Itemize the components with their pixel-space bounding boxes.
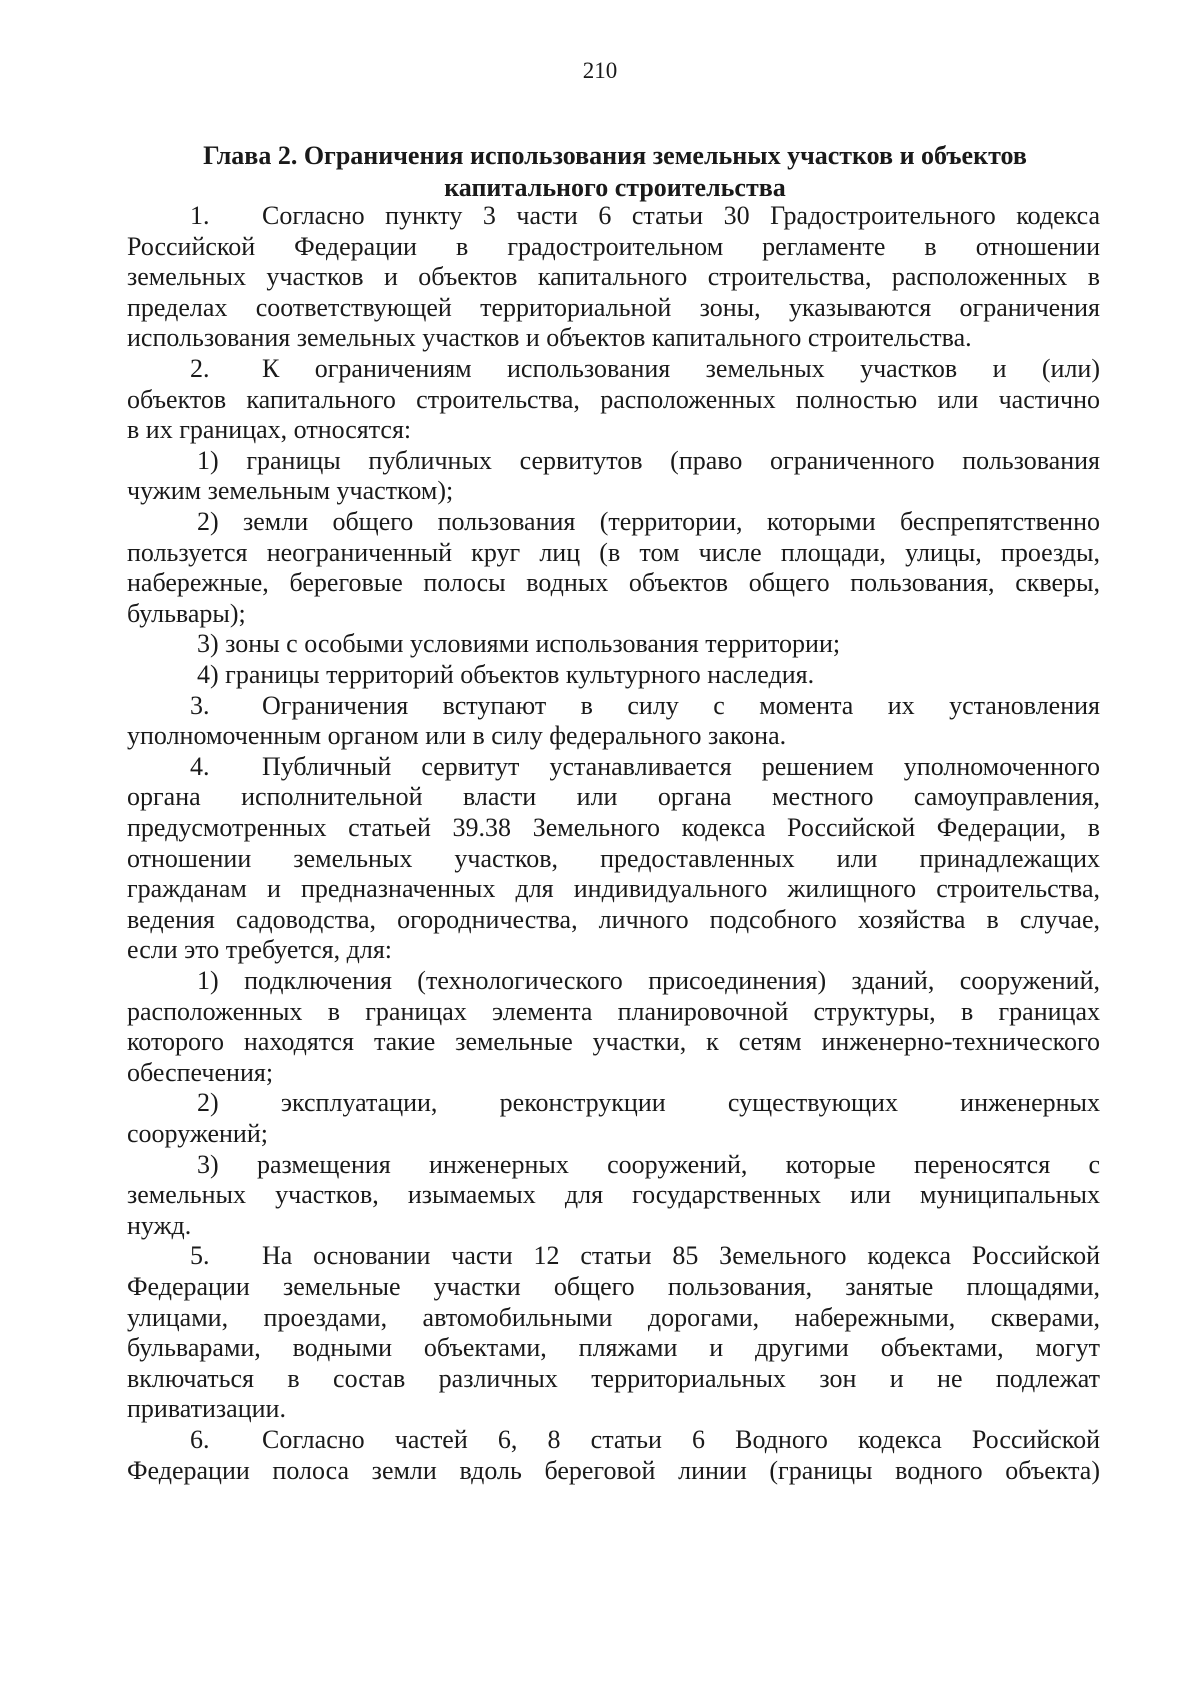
text-line: использования земельных участков и объектов капитального строительства.	[127, 323, 972, 352]
text-line: если это требуется, для:	[127, 935, 393, 964]
list-item-line: 3) размещения инженерных сооружений, которые переносятся с	[197, 1150, 1100, 1179]
text-line: чужим земельным участком);	[127, 476, 454, 505]
text-line: обеспечения;	[127, 1058, 274, 1087]
text-line: сооружений;	[127, 1119, 268, 1148]
text-line: отношении земельных участков, предоставленных или принадлежащих	[127, 844, 1100, 873]
text-line: гражданам и предназначенных для индивидуального жилищного строительства,	[127, 874, 1100, 903]
paragraph-number: 4.	[190, 752, 210, 781]
page-number: 210	[582, 58, 618, 83]
text-line: Федерации полоса земли вдоль береговой линии (границы водного объекта)	[127, 1456, 1100, 1485]
text-line: К ограничениям использования земельных участков и (или)	[262, 354, 1100, 383]
text-line: нужд.	[127, 1211, 192, 1240]
text-line: расположенных в границах элемента планировочной структуры, в границах	[127, 997, 1100, 1026]
text-line: земельных участков и объектов капитального строительства, расположенных в	[127, 262, 1100, 291]
text-line: органа исполнительной власти или органа местного самоуправления,	[127, 782, 1100, 811]
text-line: Федерации земельные участки общего пользования, занятые площадями,	[127, 1272, 1100, 1301]
text-line: На основании части 12 статьи 85 Земельного кодекса Российской	[262, 1241, 1100, 1270]
paragraph-number: 2.	[190, 354, 210, 383]
text-line: уполномоченным органом или в силу федерального закона.	[127, 721, 787, 750]
text-line: включаться в состав различных территориальных зон и не подлежат	[127, 1364, 1100, 1393]
text-line: предусмотренных статьей 39.38 Земельного кодекса Российской Федерации, в	[127, 813, 1100, 842]
text-line: ведения садоводства, огородничества, личного подсобного хозяйства в случае,	[127, 905, 1100, 934]
text-line: Согласно пункту 3 части 6 статьи 30 Градостроительного кодекса	[262, 201, 1100, 230]
text-line: объектов капитального строительства, расположенных полностью или частично	[127, 385, 1100, 414]
text-line: Согласно частей 6, 8 статьи 6 Водного кодекса Российской	[262, 1425, 1100, 1454]
text-line: бульвары);	[127, 599, 246, 628]
text-line: в их границах, относятся:	[127, 415, 412, 444]
text-line: Ограничения вступают в силу с момента их установления	[262, 691, 1100, 720]
chapter-heading-line-1: Глава 2. Ограничения использования земельных участков и объектов	[203, 141, 1027, 170]
chapter-heading-line-2: капитального строительства	[444, 173, 786, 202]
list-item-line: 4) границы территорий объектов культурного наследия.	[197, 660, 815, 689]
text-line: Российской Федерации в градостроительном регламенте в отношении	[127, 232, 1100, 261]
text-line: бульварами, водными объектами, пляжами и другими объектами, могут	[127, 1333, 1100, 1362]
text-line: Публичный сервитут устанавливается решением уполномоченного	[262, 752, 1100, 781]
paragraph-number: 5.	[190, 1241, 210, 1270]
text-line: пределах соответствующей территориальной зоны, указываются ограничения	[127, 293, 1100, 322]
paragraph-number: 6.	[190, 1425, 210, 1454]
text-line: приватизации.	[127, 1394, 286, 1423]
paragraph-number: 3.	[190, 691, 210, 720]
list-item-line: 3) зоны с особыми условиями использования территории;	[197, 629, 841, 658]
list-item-line: 2) земли общего пользования (территории, которыми беспрепятственно	[197, 507, 1100, 536]
text-line: пользуется неограниченный круг лиц (в том числе площади, улицы, проезды,	[127, 538, 1100, 567]
text-line: набережные, береговые полосы водных объектов общего пользования, скверы,	[127, 568, 1100, 597]
list-item-line: 1) границы публичных сервитутов (право ограниченного пользования	[197, 446, 1100, 475]
list-item-line: 2) эксплуатации, реконструкции существующих инженерных	[197, 1088, 1100, 1117]
text-line: которого находятся такие земельные участки, к сетям инженерно-технического	[127, 1027, 1100, 1056]
list-item-line: 1) подключения (технологического присоединения) зданий, сооружений,	[197, 966, 1100, 995]
text-line: земельных участков, изымаемых для государственных или муниципальных	[127, 1180, 1100, 1209]
paragraph-number: 1.	[190, 201, 210, 230]
text-line: улицами, проездами, автомобильными дорогами, набережными, скверами,	[127, 1303, 1100, 1332]
